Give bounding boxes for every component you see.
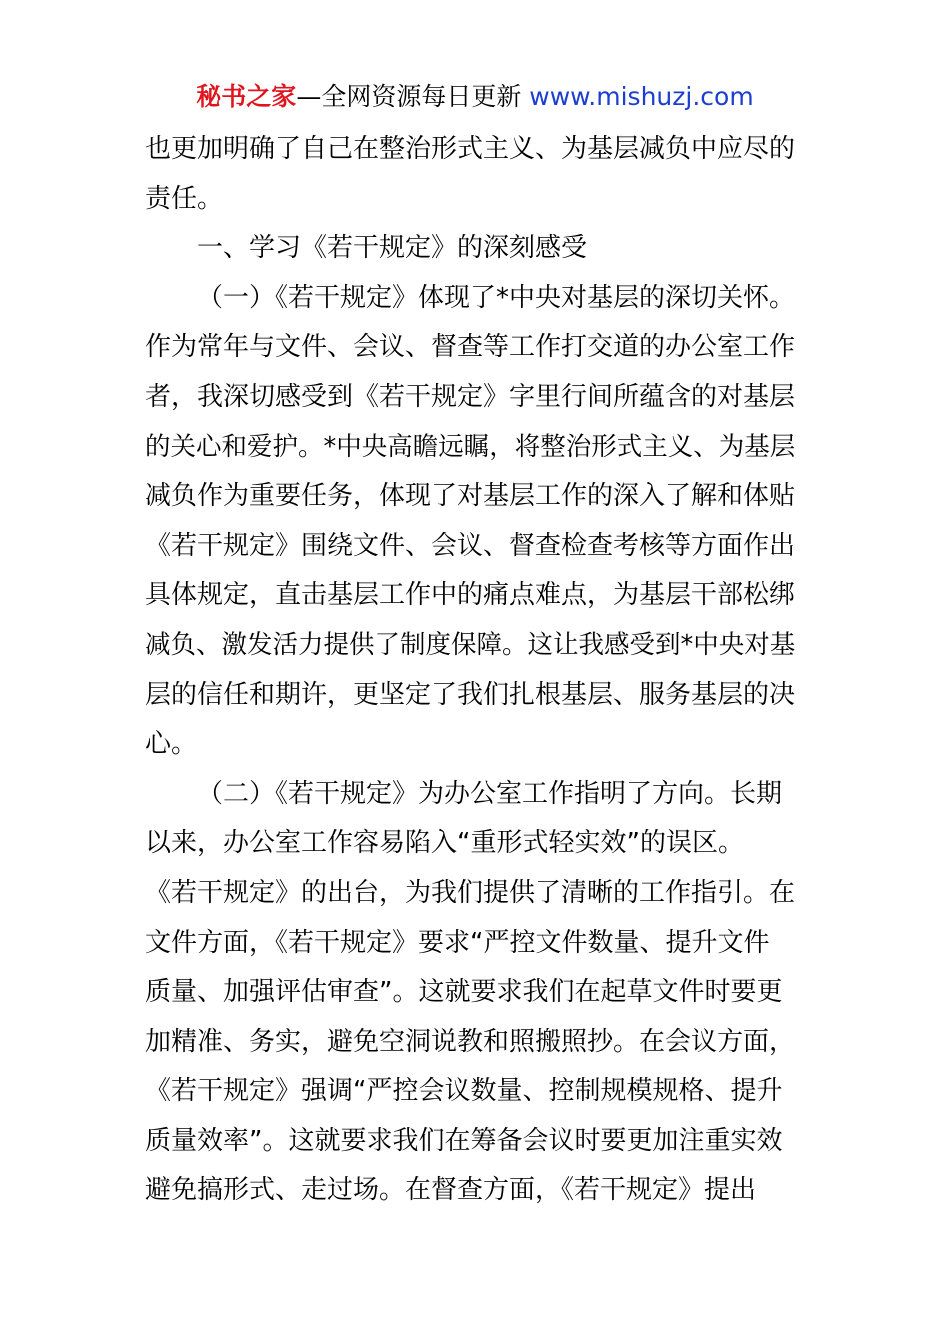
text-line-content: 者，我深切感受到《若干规定》字里行间所蕴含的对基层 bbox=[145, 381, 796, 412]
text-line-content: 责任。 bbox=[145, 183, 224, 214]
text-line bbox=[145, 1067, 807, 1117]
text-line-content: 减负、激发活力提供了制度保障。这让我感受到*中央对基 bbox=[145, 629, 796, 660]
text-line bbox=[145, 373, 807, 423]
text-line-content: 《若干规定》围绕文件、会议、督查检查考核等方面作出 bbox=[145, 530, 796, 561]
text-line-content: 避免搞形式、走过场。在督查方面，《若干规定》提出 bbox=[145, 1175, 757, 1206]
text-line bbox=[145, 770, 807, 820]
text-line-content: 文件方面，《若干规定》要求“严控文件数量、提升文件 bbox=[145, 927, 770, 958]
text-line bbox=[145, 472, 807, 522]
document-body bbox=[145, 125, 807, 1216]
text-line-content: 心。 bbox=[145, 729, 198, 760]
text-line bbox=[145, 323, 807, 373]
text-line-content: 减负作为重要任务，体现了对基层工作的深入了解和体贴 bbox=[145, 481, 796, 512]
text-line-content: 层的信任和期许，更坚定了我们扎根基层、服务基层的决 bbox=[145, 679, 796, 710]
text-line bbox=[145, 720, 807, 770]
text-line-content: 以来，办公室工作容易陷入“重形式轻实效”的误区。 bbox=[145, 828, 744, 859]
text-line bbox=[145, 1166, 807, 1216]
text-line bbox=[145, 571, 807, 621]
text-line bbox=[145, 819, 807, 869]
text-line-content: 《若干规定》的出台，为我们提供了清晰的工作指引。在 bbox=[145, 877, 796, 908]
text-line bbox=[145, 869, 807, 919]
text-line bbox=[145, 224, 807, 274]
text-line-content: 质量、加强评估审查”。这就要求我们在起草文件时要更 bbox=[145, 977, 783, 1008]
text-line-content: 质量效率”。这就要求我们在筹备会议时要更加注重实效 bbox=[145, 1125, 783, 1156]
text-line bbox=[145, 919, 807, 969]
site-url-link[interactable]: www.mishuzj.com bbox=[529, 82, 754, 111]
text-line-content: 加精准、务实，避免空洞说教和照搬照抄。在会议方面， bbox=[145, 1026, 796, 1057]
text-line bbox=[145, 968, 807, 1018]
site-brand: 秘书之家 bbox=[196, 82, 297, 111]
text-line bbox=[145, 621, 807, 671]
text-line bbox=[145, 274, 807, 324]
text-line bbox=[145, 125, 807, 175]
text-line bbox=[145, 522, 807, 572]
text-line bbox=[145, 671, 807, 721]
text-line-content: 具体规定，直击基层工作中的痛点难点，为基层干部松绑 bbox=[145, 580, 796, 611]
text-line-content: 也更加明确了自己在整治形式主义、为基层减负中应尽的 bbox=[145, 134, 796, 164]
text-line-content: （一）《若干规定》体现了*中央对基层的深切关怀。 bbox=[197, 282, 796, 313]
text-line bbox=[145, 1117, 807, 1167]
text-line-content: 《若干规定》强调“严控会议数量、控制规模规格、提升 bbox=[145, 1076, 783, 1107]
site-header bbox=[0, 80, 950, 114]
text-line bbox=[145, 175, 807, 225]
text-line-content: 作为常年与文件、会议、督查等工作打交道的办公室工作 bbox=[145, 332, 796, 363]
text-line bbox=[145, 1018, 807, 1068]
text-line-content: （二）《若干规定》为办公室工作指明了方向。长期 bbox=[197, 778, 783, 809]
site-tagline: —全网资源每日更新 bbox=[296, 82, 530, 111]
text-line-content: 的关心和爱护。*中央高瞻远瞩，将整治形式主义、为基层 bbox=[145, 431, 796, 462]
text-line-content: 一、学习《若干规定》的深刻感受 bbox=[197, 233, 588, 264]
text-line bbox=[145, 423, 807, 473]
